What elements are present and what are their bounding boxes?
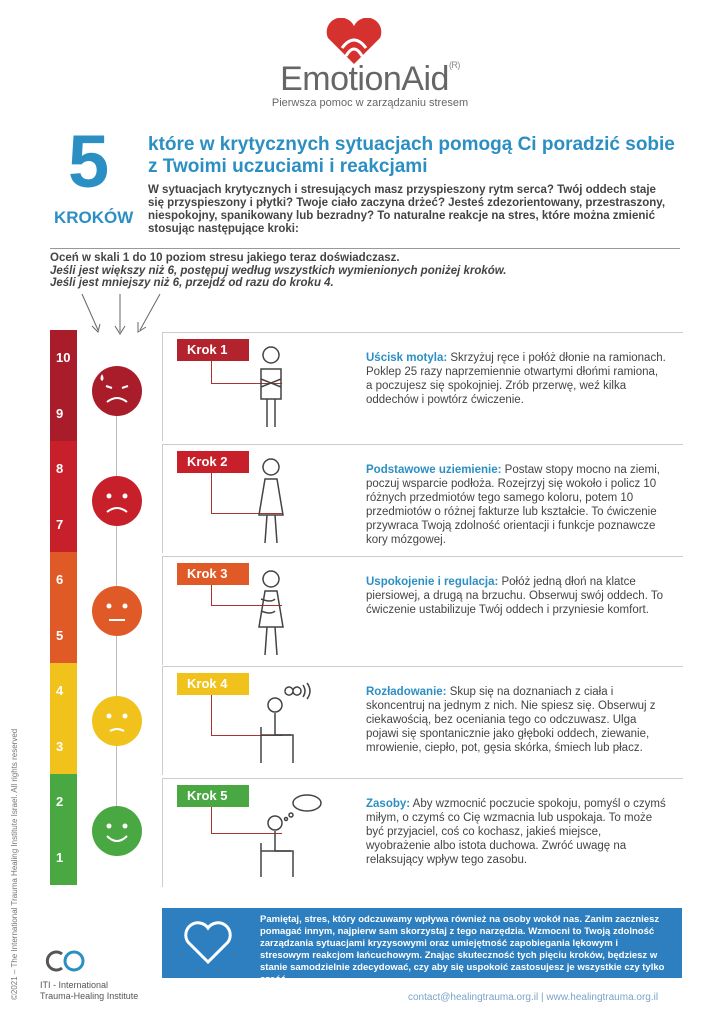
brand-name: EmotionAid — [280, 60, 449, 98]
step-text — [366, 351, 666, 407]
step-label: Krok 2 — [177, 451, 249, 473]
page-title: które w krytycznych sytuacjach pomogą Ci poradzić sobie z Twoimi uczuciami i reakcjami — [148, 134, 675, 177]
scale-line-2: Jeśli jest większy niż 6, postępuj według wszystkich wymienionych poniżej kroków. — [50, 264, 507, 277]
step-label: Krok 3 — [177, 563, 249, 585]
step-body: Postaw stopy mocno na ziemi, poczuj wsparcie podłoża. Rozejrzyj się wokoło i policz 10 różnych przedmiotów tego samego koloru, potem 10 przedmiotów o różnej fakturze lub kształcie. To ćwiczenie przywraca Twoją zdolność orientacji i funkcje poznawcze kory mózgowej. — [366, 464, 660, 546]
step-text — [366, 685, 666, 755]
step-4 — [162, 666, 683, 775]
scale-line-3: Jeśli jest mniejszy niż 6, przejdź od razu do kroku 4. — [50, 277, 334, 289]
meter-label: 4 — [56, 683, 64, 698]
brand — [270, 60, 470, 109]
step-heading: Uspokojenie i regulacja: — [366, 576, 499, 588]
meter-segment — [50, 663, 77, 774]
step-heading: Rozładowanie: — [366, 686, 447, 698]
brand-reg: (R) — [448, 60, 460, 70]
meter-segment — [50, 774, 77, 885]
butterfly-hug-figure-icon — [251, 343, 291, 429]
meter-label: 5 — [56, 628, 64, 643]
step-heading: Podstawowe uziemienie: — [366, 464, 502, 476]
meter-segment — [50, 330, 77, 441]
neutral-face-icon — [90, 584, 144, 638]
step-heading: Zasoby: — [366, 798, 411, 810]
calm-face-icon — [90, 694, 144, 748]
intro-text: W sytuacjach krytycznych i stresujących masz przyspieszony rytm serca? Twój oddech staje się przyspieszony i płytki? Twoje ciało zaczyna drżeć? Jesteś zdezorientowany, przestraszony, niespokojny, spanikowany lub bezradny? To naturalne reakcje na stres, które można zmienić stosując następujące kroki: — [148, 184, 666, 235]
grounding-figure-icon — [251, 455, 291, 545]
thinking-figure-icon — [251, 789, 331, 881]
meter-label: 8 — [56, 461, 64, 476]
step-2 — [162, 444, 683, 553]
brand-subtitle: Pierwsza pomoc w zarządzaniu stresem — [271, 97, 469, 109]
scale-instructions — [50, 252, 650, 290]
iti-line-1: ITI - International — [40, 980, 109, 990]
iti-line-2: Trauma-Healing Institute — [40, 991, 139, 1001]
step-label: Krok 5 — [177, 785, 249, 807]
step-heading: Uścisk motyla: — [366, 352, 448, 364]
iti-logo-icon — [40, 946, 90, 976]
meter-label: 1 — [56, 850, 64, 865]
meter-label: 10 — [56, 350, 71, 365]
sad-face-icon — [90, 474, 144, 528]
reminder-text: Pamiętaj, stres, który odczuwamy wpływa również na osoby wokół nas. Zanim zaczniesz pomagać innym, najpierw sam skorzystaj z tego narzędzia. Wzmocni to Twoją zdolność zarządzania sytuacjami kryzysowymi oraz umiejętność zapobiegania lękowym i stresowym reakcjom łańcuchowym. Znając skuteczność tych pięciu kroków, będziesz w stanie samodzielnie zdecydować, czy aby się uspokoić zastosujesz je wszystkie czy tylko część. — [260, 914, 665, 985]
iti-name — [40, 980, 138, 1002]
meter-label: 6 — [56, 572, 64, 587]
reminder-box — [162, 908, 682, 985]
crying-face-icon — [90, 364, 144, 418]
steps-word: KROKÓW — [54, 208, 134, 227]
copyright: ©2021 – The International Trauma Healing Institute Israel. All rights reserved — [10, 728, 19, 1000]
seated-figure-icon — [251, 677, 321, 767]
step-label: Krok 4 — [177, 673, 249, 695]
step-text — [366, 797, 666, 867]
step-body: Skup się na doznaniach z ciała i skoncentruj na jednym z nich. Nie spiesz się. Obserwuj z ciekawością, bez oceniania tego co odczuwasz. Ulga pojawi się spontanicznie jako głęboki oddech, ziewanie, mrowienie, ciepło, pot, gęsia skórka, śmiech lub płacz. — [366, 686, 656, 754]
step-body: Połóż jedną dłoń na klatce piersiowej, a drugą na brzuchu. Obserwuj swój oddech. To ćwiczenie ustabilizuje Twój oddech i przyniesie komfort. — [366, 576, 664, 616]
meter-label: 9 — [56, 406, 64, 421]
step-5 — [162, 778, 683, 887]
meter-label: 7 — [56, 517, 64, 532]
breathing-figure-icon — [251, 567, 291, 657]
meter-label: 2 — [56, 794, 64, 809]
big-number: 5 — [68, 120, 110, 203]
step-body: Aby wzmocnić poczucie spokoju, pomyśl o czymś miłym, o czymś co Cię wzmacnia lub uspokaja. To może być przyjaciel, coś co kochasz, jakieś miejsce, wyobrażenie albo istota duchowa. Zwróć uwagę na relaksujący wpływ tego zasobu. — [366, 798, 666, 866]
step-label: Krok 1 — [177, 339, 249, 361]
step-3 — [162, 556, 683, 665]
heart-outline-icon — [182, 920, 234, 966]
meter-segment — [50, 441, 77, 552]
step-text — [366, 463, 666, 547]
heart-logo-icon — [322, 18, 386, 66]
happy-face-icon — [90, 804, 144, 858]
meter-segment — [50, 552, 77, 663]
scale-line-1: Oceń w skali 1 do 10 poziom stresu jakiego teraz doświadczasz. — [50, 252, 400, 264]
arrows-icon — [78, 292, 168, 340]
step-body: Skrzyżuj ręce i połóż dłonie na ramionach. Poklep 25 razy naprzemiennie otwartymi dłońmi ramiona, a poczujesz się spokojniej. Zrób przerwę, weź kilka oddechów i powtórz ćwiczenie. — [366, 352, 666, 406]
contact-links[interactable]: contact@healingtrauma.org.il | www.healingtrauma.org.il — [408, 992, 659, 1003]
meter-label: 3 — [56, 739, 64, 754]
divider — [50, 248, 680, 249]
stress-meter — [50, 330, 77, 885]
step-1 — [162, 332, 683, 441]
step-text — [366, 575, 666, 617]
